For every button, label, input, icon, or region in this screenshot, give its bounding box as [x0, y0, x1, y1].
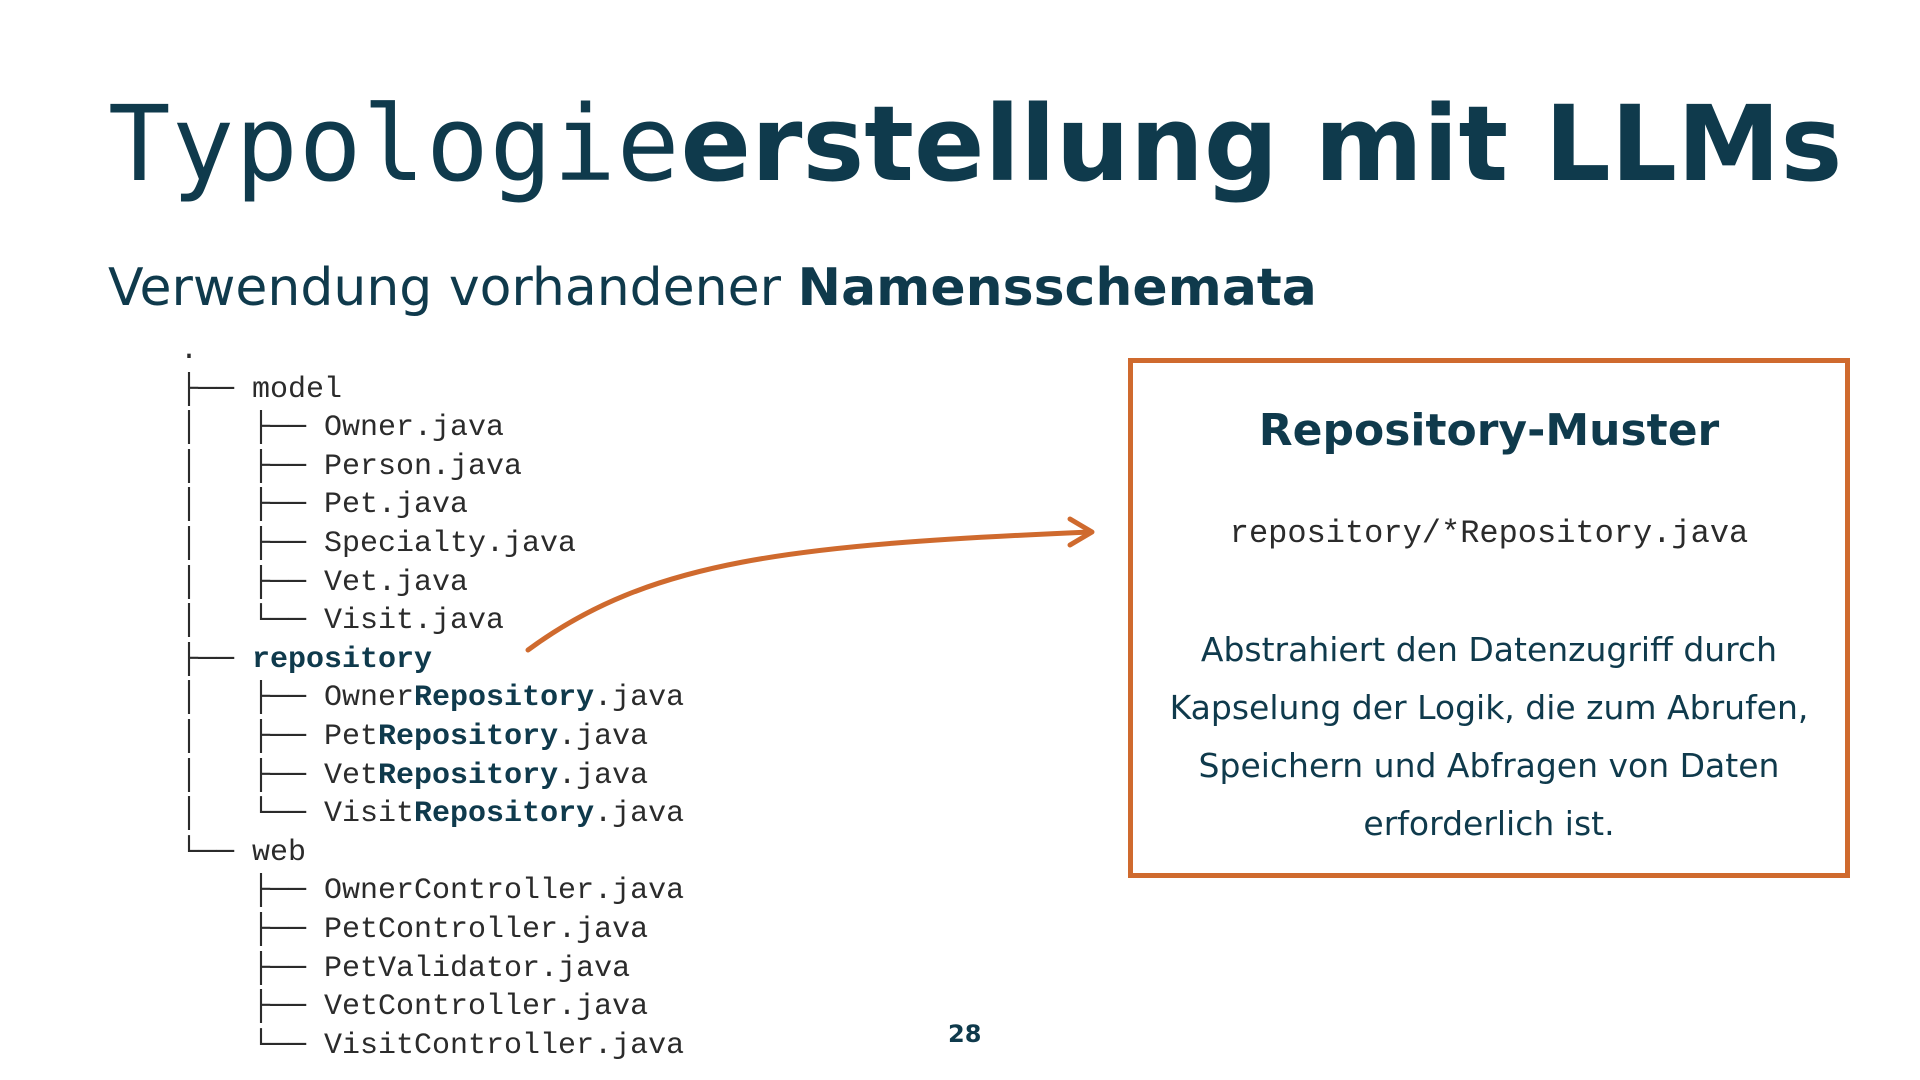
tree-item-pet: │ ├── Pet.java	[180, 488, 469, 523]
repository-word: Repository	[414, 681, 595, 716]
title-mono-part: Typologie	[108, 83, 681, 205]
repository-word: Repository	[414, 797, 595, 832]
tree-prefix: │ ├── Vet	[180, 758, 379, 793]
tree-item-pet-validator: ├── PetValidator.java	[180, 951, 631, 986]
tree-prefix: │ ├── Owner	[180, 681, 415, 716]
tree-item-visit-controller: └── VisitController.java	[180, 1028, 685, 1063]
tree-item-pet-controller: ├── PetController.java	[180, 912, 649, 947]
repository-pattern-box	[1128, 358, 1850, 878]
tree-item-visit: │ └── Visit.java	[180, 604, 505, 639]
box-title: Repository-Muster	[1258, 405, 1720, 456]
java-extension: .java	[558, 758, 649, 793]
tree-item-person: │ ├── Person.java	[180, 449, 523, 484]
java-extension: .java	[558, 719, 649, 754]
box-description: Abstrahiert den Datenzugriff durch Kapselung der Logik, die zum Abrufen, Speichern und Abfragen von Daten erforderlich ist.	[1169, 630, 1809, 843]
tree-item-vet: │ ├── Vet.java	[180, 565, 469, 600]
repository-word: Repository	[378, 719, 559, 754]
repository-folder-label: repository	[252, 642, 433, 677]
tree-item-owner-controller: ├── OwnerController.java	[180, 874, 685, 909]
repository-word: Repository	[378, 758, 559, 793]
tree-item-specialty: │ ├── Specialty.java	[180, 526, 577, 561]
subtitle-bold-part: Namensschemata	[797, 258, 1317, 318]
tree-prefix: │ ├── Pet	[180, 719, 379, 754]
tree-root: .	[180, 334, 199, 368]
tree-item-owner: │ ├── Owner.java	[180, 411, 505, 446]
tree-item-model: ├── model	[180, 372, 343, 407]
subtitle-regular-part: Verwendung vorhandener	[108, 258, 798, 318]
java-extension: .java	[594, 681, 685, 716]
title-bold-part: erstellung mit LLMs	[680, 83, 1843, 205]
tree-branch: ├──	[180, 642, 253, 677]
box-code-pattern: repository/*Repository.java	[1229, 515, 1749, 552]
tree-item-web: └── web	[180, 835, 307, 870]
tree-item-vet-controller: ├── VetController.java	[180, 990, 649, 1025]
java-extension: .java	[594, 797, 685, 832]
page-number: 28	[948, 1020, 982, 1048]
tree-prefix: │ └── Visit	[180, 797, 415, 832]
